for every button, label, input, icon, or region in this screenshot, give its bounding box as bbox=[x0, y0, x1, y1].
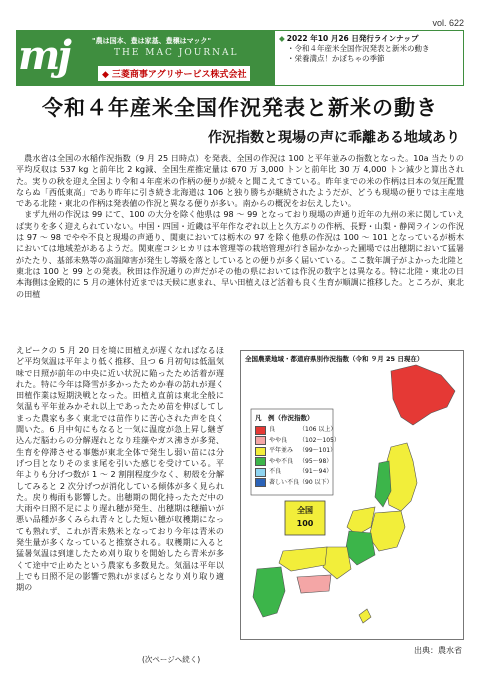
lineup-title-text: 2022 年10 月26 日発行ラインナップ bbox=[286, 34, 419, 43]
diamond-icon: ◆ bbox=[279, 34, 285, 43]
legend-swatch bbox=[255, 457, 266, 466]
legend-swatch bbox=[255, 447, 266, 456]
paragraph: まず九州の作況は 99 にて、100 の大分を除く他県は 98 ～ 99 となっており現場の声通り近年の九州の米に関していえば実りを多く迎えられていない。中国・四国・近畿は平年作なぞれ以上と久方ぶりの作柄、長野・山梨・静岡ラインの作況は 97 ～ 98 でやや不良と現場の声通り、関東においては栃木の 97 を除く他県の作況は 100 ～ 101 となっているが栃木においては地域差があるようだ。関東産コシヒカリは本管理等の栽培管理が行き届かなかった圃場では出穂期において猛暑がたたり、基部未熟等の高温障害が発生し等級を落としているとの便りが多く届いている。ここ数年調子がよかった北陸と東北は 100 と 99 との発表。秋田は作況通りの声だがその他の県においては作況の数字とは異なる。特に北陸・東北の日本海側は金殿的に 5 月の連休付近までは天候に恵まれ、早い田植えほど活着も良く生育が順調に推移した。ところが、東北の田植 bbox=[16, 209, 464, 299]
japan-map-svg bbox=[241, 351, 463, 639]
lineup-item: ・栄養満点！かぼちゃの季節 bbox=[287, 54, 385, 63]
region-shikoku bbox=[297, 575, 331, 593]
legend-range: （106 以上） bbox=[299, 426, 337, 433]
legend-row bbox=[255, 436, 340, 447]
tagline: "農は国本、豊は家基、豊穣はマック" bbox=[92, 37, 212, 45]
legend-row bbox=[255, 467, 340, 478]
journal-name: THE MAC JOURNAL bbox=[114, 48, 239, 58]
legend-range: （102～105） bbox=[299, 436, 340, 444]
region-hokkaido bbox=[391, 365, 455, 425]
legend-label: 平年並み bbox=[269, 447, 294, 454]
legend-row bbox=[255, 478, 340, 489]
region-kanto bbox=[369, 511, 405, 551]
lineup-title bbox=[279, 34, 459, 44]
legend-range: （99～101） bbox=[299, 447, 337, 454]
region-chugoku bbox=[279, 547, 327, 571]
legend-swatch bbox=[255, 426, 266, 435]
legend-title: 凡 例（作況指数） bbox=[255, 414, 314, 422]
legend-range: （91～94） bbox=[299, 468, 333, 475]
continued-note: (次ページへ続く) bbox=[142, 655, 201, 664]
legend-label: やや不良 bbox=[269, 457, 294, 465]
mj-logo: mj bbox=[18, 32, 69, 79]
company-name-text: 三菱商事アグリサービス株式会社 bbox=[111, 70, 247, 80]
lineup-item: ・令和４年産米全国作況発表と新米の動き bbox=[287, 44, 430, 53]
legend-range: （95～98） bbox=[299, 457, 333, 465]
article-title: 令和４年産米全国作況発表と新米の動き bbox=[42, 96, 438, 120]
region-okinawa bbox=[359, 609, 371, 623]
paragraph: えピークの 5 月 20 日を境に田植えが遅くなればなるほど平均気温は平年より低く推移、且つ 6 月初旬は低温気味で日照が前年の中央に近い状況に陥ったため活着が遅れた。特に今年は降雪が多かったためか春の訪れが遅く田植作業は短期決戦となった。田植え直前は東北全般に気温も平年並みかそれ以上であったため苗を伸ばしてしまった農家も多く東北では苗作りに苦心された声を良く聞いた。6 月中旬にもなると一気に温度が急上昇し継ぎ込んだ脳わらの分解遅れとなり珪藻やガス沸きが多発、生育を停滞させる事態が東北全体で発生し弱い苗には分げつ目となりそのまま尾を引いた感じを受けている。平年よりも分げつ数が 1 ～ 2 割削程度少なく、籾殻を分解してみると 2 次分げつが消化している傾体が多く見られた。戻り梅雨も影響した。出穂期の開化持ったただ中の大雨や日照不足により遅れ穂が発生、出穂期は穂揃いが悪い品種が多くみられ青々とした短い穂が収穫期になっても熟れず、これが青未熟米となっており今年は青米の発生量が多くなっていると推察される。収穫期に入ると猛暑気温は到達したため刈り取りを開始したら青米が多くて途中で止めたという農家も多数見た。気温は平年以上でも日照不足の影響で熟れがまばらとなり刈り取り適期の bbox=[16, 345, 224, 593]
region-kyushu bbox=[253, 567, 285, 617]
article-body-left bbox=[16, 345, 224, 594]
source-note: 出典：農水省 bbox=[414, 646, 462, 655]
legend-swatch bbox=[255, 478, 266, 487]
legend-label: 著しい不良 bbox=[269, 478, 300, 486]
legend bbox=[255, 425, 340, 488]
legend-swatch bbox=[255, 436, 266, 445]
article-subtitle: 作況指数と現場の声に乖離ある地域あり bbox=[208, 130, 460, 146]
lineup-box bbox=[274, 30, 464, 86]
legend-label: 良 bbox=[269, 426, 276, 433]
volume-number: vol. 622 bbox=[432, 18, 464, 28]
national-label: 全国 bbox=[297, 506, 313, 515]
legend-row bbox=[255, 425, 340, 436]
company-name bbox=[98, 66, 250, 81]
region-kinki bbox=[323, 547, 351, 579]
article-body-top bbox=[16, 153, 464, 300]
map-title: 全国農業地域・都道府県別作況指数（令和 ９月 25 日現在） bbox=[245, 355, 424, 363]
crop-index-map bbox=[240, 350, 464, 640]
legend-row bbox=[255, 446, 340, 457]
legend-row bbox=[255, 457, 340, 468]
national-value: 100 bbox=[296, 519, 314, 528]
legend-label: やや良 bbox=[269, 436, 288, 444]
three-diamonds-icon: ◆ bbox=[102, 70, 109, 80]
paragraph: 農水省は全国の水稲作況指数（9 月 25 日時点）を発表、全国の作況は 100 と平年並みの指数となった。10a 当たりの平均反収は 537 kg と前年比 2 kg減、全国生産推定量は 670 万 3,000 トンと前年比 30 万 4,000 トン減少と算出された。実りの秋を迎え全国より令和４年産米の作柄の便りが続々と聞こえてきている。昨年までの米の作柄は日本の気圧配置ならぬ「西低東高」であり昨年に引き続き北海道は 106 と独り勝ちが継続されたようだが、どうも現場の便りでは主産地である北陸・東北の作柄は発表値の作況と異なる便りが多い。南からの概況をお伝えしたい。 bbox=[16, 153, 464, 209]
legend-swatch bbox=[255, 468, 266, 477]
legend-range: （90 以下） bbox=[299, 478, 333, 486]
legend-label: 不良 bbox=[269, 468, 282, 475]
